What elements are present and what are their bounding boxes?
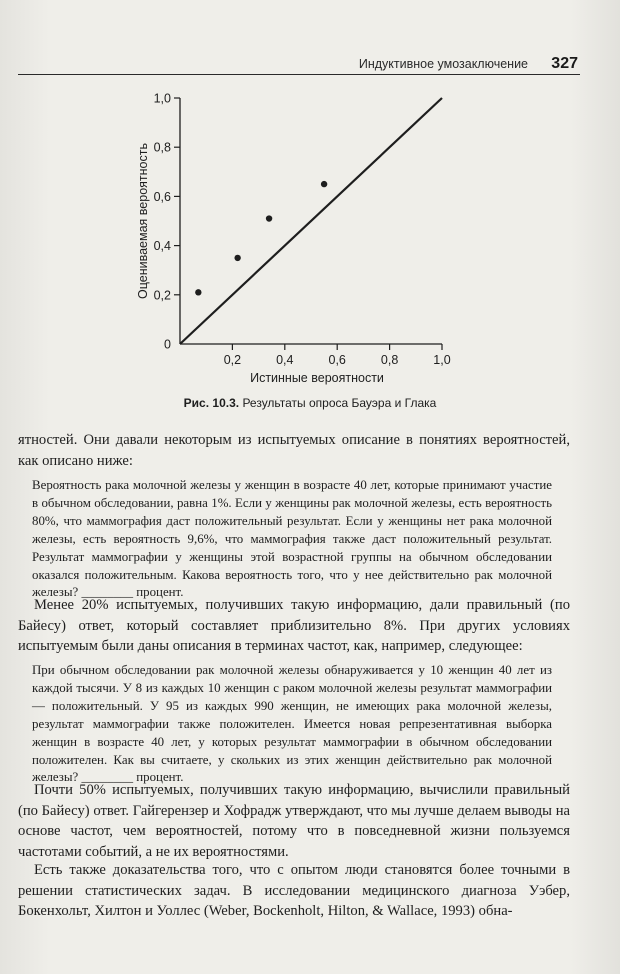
y-tick-label: 1,0	[153, 91, 171, 106]
x-axis-label: Истинные вероятности	[250, 371, 384, 385]
y-tick-label: 0	[164, 337, 171, 352]
y-ticks	[154, 92, 180, 352]
y-tick-label: 0,2	[153, 288, 171, 303]
y-tick-label: 0,4	[153, 239, 171, 254]
quote-frequency-format: При обычном обследовании рак молочной железы обнаруживается у 10 женщин 40 лет из каждой тысячи. У 8 из каждых 10 женщин с раком молочной железы результат маммографии — положительный. У 95 из каждых 990 женщин, не имеющих рака молочной железы, результат маммографии также положителен. Имеется новая репрезентативная выборка женщин в возрасте 40 лет, у которых результат маммографии в обычном обследовании положителен. Как вы считаете, у скольких из этих женщин действительно рак молочной железы? ________ процент.	[32, 663, 552, 785]
running-header	[18, 52, 580, 75]
y-axis-label: Оцениваемая вероятность	[136, 143, 150, 299]
y-tick-label: 0,6	[153, 189, 171, 204]
x-tick-label: 0,2	[223, 353, 242, 367]
x-ticks	[224, 344, 451, 367]
quote-probability-format: Вероятность рака молочной железы у женщин в возрасте 40 лет, которые принимают участие в обычном обследовании, равна 1%. Если у женщины рак молочной железы, есть вероятность 80%, что маммография даст положительный результат. Если у женщины нет рака молочной железы, есть вероятность 9,6%, что маммография также даст положительный результат. Результат маммографии у женщины этой возрастной группы на обычном обследовании оказался положительным. Какова вероятность того, что у нее действительно рак молочной железы? ________ процент.	[32, 478, 552, 600]
data-point	[234, 255, 240, 261]
data-point	[321, 181, 327, 187]
scatter-chart	[120, 82, 460, 392]
figure-label: Рис. 10.3.	[183, 396, 240, 410]
x-tick-label: 0,6	[328, 353, 346, 367]
x-tick-label: 0,4	[276, 353, 294, 367]
paragraph-1: ятностей. Они давали некоторым из испытуемых описание в понятиях вероятностей, как описано ниже:	[18, 432, 570, 469]
paragraph-3: Почти 50% испытуемых, получивших такую информацию, вычислили правильный (по Байесу) ответ. Гайгерензер и Хофрадж утверждают, что мы лучше делаем выводы на основе частот, чем вероятностей, потому что в повседневной жизни пользуемся частотами событий, а не их вероятностями.	[18, 782, 570, 860]
identity-line	[180, 98, 442, 344]
figure-caption	[0, 396, 620, 410]
data-points	[195, 181, 327, 296]
x-tick-label: 0,8	[380, 353, 399, 367]
y-tick-label: 0,8	[153, 140, 171, 155]
page-number: 327	[551, 55, 578, 72]
data-point	[195, 289, 201, 295]
figure-caption-text: Результаты опроса Бауэра и Глака	[242, 396, 437, 410]
x-tick-label: 1,0	[433, 353, 451, 367]
data-point	[266, 215, 272, 221]
paragraph-4: Есть также доказательства того, что с опытом люди становятся более точными в решении статистических задач. В исследовании медицинского диагноза Уэбер, Бокенхольт, Хилтон и Уоллес (Weber, Bockenholt, Hilton, & Wallace, 1993) обна-	[18, 862, 570, 920]
running-title: Индуктивное умозаключение	[358, 57, 528, 71]
paragraph-2: Менее 20% испытуемых, получивших такую информацию, дали правильный (по Байесу) ответ, который составляет приблизительно 8%. При других условиях испытуемым были даны описания в терминах частот, как, например, следующее:	[18, 597, 570, 655]
